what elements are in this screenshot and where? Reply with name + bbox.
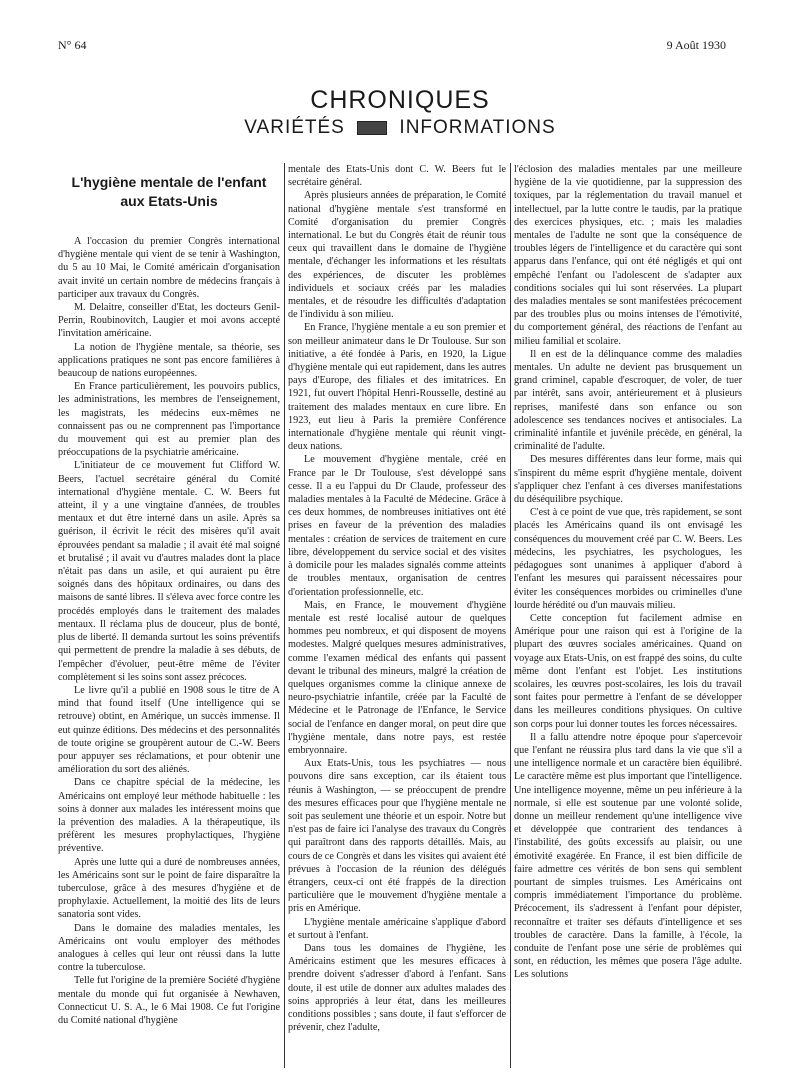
masthead-chroniques: CHRONIQUES: [310, 86, 490, 114]
article-title: L'hygiène mentale de l'enfant aux Etats-Unis: [71, 174, 267, 209]
paragraph: M. Delaitre, conseiller d'Etat, les docteurs Genil-Perrin, Roubinovitch, Laugier et moi avons accepté l'invitation américaine.: [58, 302, 280, 340]
col1-paragraphs: [58, 235, 280, 1027]
paragraph: En France particulièrement, les pouvoirs publics, les administrations, les membres de l'enseignement, les magistrats, les médecins eux-mêmes ne connaissent pas ou ne comprennent pas l'importance du mouvement qui est au premier plan des préoccupations de la psychiatrie américaine.: [58, 381, 280, 459]
paragraph: L'initiateur de ce mouvement fut Clifford W. Beers, l'actuel secrétaire général du Comité international d'hygiène mentale. C. W. Beers fut atteint, il y a une vingtaine d'années, de troubles mentaux et dut être interné dans un asile. Après sa guérison, il écrivit le récit des misères qu'il avait éprouvées pendant sa maladie ; il avait été mal soigné et brutalisé ; il avait vu d'autres malades dont la place n'était pas dans un asile, et qui auraient pu être soignés dans des hôpitaux ordinaires, ou dans des maisons de santé libres. Il s'éleva avec force contre les procédés employés dans le traitement des malades mentaux. Il réclama plus de douceur, plus de bonté, plus de liberté. Il demanda surtout les soins préventifs qui permettent de prendre la maladie à ses débuts, de l'empêcher d'évoluer, peut-être même de l'éviter complètement si les soins sont assez précoces.: [58, 460, 280, 683]
issue-number: N° 64: [58, 38, 87, 52]
issue-date: 9 Août 1930: [666, 38, 726, 52]
masthead-informations: INFORMATIONS: [399, 117, 556, 138]
paragraph: L'hygiène mentale américaine s'applique d'abord et surtout à l'enfant.: [288, 916, 506, 941]
masthead-varietes: VARIÉTÉS: [244, 117, 345, 138]
paragraph: C'est à ce point de vue que, très rapidement, se sont placés les Américains quand ils ont envisagé les conséquences du mouvement créé par C. W. Beers. Les médecins, les psychiatres, les psychologues, les pédagogues sont unanimes à appliquer d'abord à l'enfant les mesures qui paraissent nécessaires pour éviter les conséquences morbides ou criminelles d'une lourde hérédité ou d'un mauvais milieu.: [514, 507, 742, 611]
paragraph: Il en est de la délinquance comme des maladies mentales. Un adulte ne devient pas brusquement un grand criminel, capable d'escroquer, de voler, de tuer par intérêt, sans avoir, antérieurement et à plusieurs reprises, manifesté dans son enfance ou son adolescence ses tendances nocives et antisociales. La criminalité infantile et juvénile précède, en général, la criminalité de l'adulte.: [514, 348, 742, 453]
paragraph: Le livre qu'il a publié en 1908 sous le titre de A mind that found itself (Une intelligence qui se retrouve) obtint, en Amérique, un succès immense. Il eut quinze éditions. Des médecins et des personnalités de toute origine se groupèrent autour de C.-W. Beers pour appuyer ses réclamations, et pour obtenir une amélioration du sort des aliénés.: [58, 684, 280, 776]
paragraph: En France, l'hygiène mentale a eu son premier et son meilleur animateur dans le Dr Toulouse. Sur son initiative, a été fondée à Paris, en 1920, la Ligue d'hygiène mentale qui eut rapidement, dans les autres pays d'Europe, des filiales et des imitatrices. En 1921, fut ouvert l'hôpital Henri-Rousselle, destiné au traitement des malades mentaux en cure libre. En 1923, eut lieu à Paris la première Conférence internationale d'hygiène mentale qui réunit vingt-deux nations.: [288, 322, 506, 453]
article-column-2: [288, 163, 506, 1034]
paragraph: Dans ce chapitre spécial de la médecine, les Américains ont employé leur méthode habituelle : les soins à donner aux malades les intéressent moins que la prévention des maladies. A la thérapeutique, ils préfèrent les mesures prophylactiques, l'hygiène préventive.: [58, 777, 280, 855]
paragraph: A l'occasion du premier Congrès international d'hygiène mentale qui vient de se tenir à Washington, du 5 au 10 Mai, le Comité américain d'organisation avait invité un certain nombre de médecins français à participer aux travaux du Congrès.: [58, 236, 280, 300]
paragraph: Après plusieurs années de préparation, le Comité national d'hygiène mentale s'est transformé en Comité d'organisation du premier Congrès international. Le but du Congrès était de réunir tous ceux qui travaillent dans le domaine de l'hygiène mentale, d'échanger les informations et les résultats des expériences, de discuter les problèmes individuels et sociaux créés par les maladies mentales, et de résoudre les difficultés d'adaptation de l'individu à son milieu.: [288, 190, 506, 321]
paragraph: Telle fut l'origine de la première Société d'hygiène mentale du monde qui fut organisée à Newhaven, Connecticut U. S. A., le 6 Mai 1908. Ce fut l'origine du Comité national d'hygiène: [58, 975, 280, 1026]
paragraph: mentale des Etats-Unis dont C. W. Beers fut le secrétaire général.: [288, 164, 506, 189]
column-rule-2: [510, 163, 511, 1068]
article-column-3: [514, 163, 742, 982]
paragraph: Aux Etats-Unis, tous les psychiatres — nous pouvons dire sans exception, car ils étaient tous réunis à Washington, — se préoccupent de prendre des mesures efficaces pour que l'hygiène mentale ne soit pas seulement une théorie et un espoir. Notre but n'est pas de faire ici l'analyse des travaux du Congrès qui paraîtront dans des rapports détaillés. Mais, au cours de ce Congrès et dans les visites qui avaient été prévues à l'occasion de la réunion des délégués étrangers, ceux-ci ont été frappés de la direction particulière que le mouvement d'hygiène mentale a pris en Amérique.: [288, 758, 506, 915]
paragraph: Mais, en France, le mouvement d'hygiène mentale est resté localisé autour de quelques hommes peu nombreux, et qui disposent de moyens modestes. Malgré quelques mesures administratives, comme l'examen médical des enfants qui passent devant le tribunal des mineurs, malgré la création de quelques organismes comme la clinique annexe de neuro-psychiatrie infantile, créée par la Faculté de Médecine et le Patronage de l'Enfance, le Service social de l'enfance en danger moral, on peut dire que l'hygiène mentale, dans notre pays, est restée embryonnaire.: [288, 599, 506, 756]
column-rule-1: [284, 163, 285, 1068]
col3-paragraphs: [514, 163, 742, 982]
paragraph: l'éclosion des maladies mentales par une meilleure hygiène de la vie quotidienne, par la suppression des toxiques, par la réglementation du travail manuel et intellectuel, par la lutte contre le taudis, par la pratique des exercices physiques, etc. ; mais les maladies mentales de l'adulte ne sont que la conséquence de troubles légers de l'intelligence et du caractère qui sont apparus dans l'enfance, qui ont été négligés et qui ont empêché l'enfant ou l'adolescent de s'adapter aux conditions sociales qui lui sont réservées. La plupart des maladies mentales se sont manifestées précocement par des troubles plus ou moins intenses de l'émotivité, du comportement général, des réactions de l'enfant au milieu familial et scolaire.: [514, 164, 742, 347]
paragraph: La notion de l'hygiène mentale, sa théorie, ses applications pratiques ne sont pas encore familières à beaucoup de nations européennes.: [58, 341, 280, 380]
paragraph: Après une lutte qui a duré de nombreuses années, les Américains sont sur le point de faire disparaître la tuberculose, grâce à des mesures d'hygiène et de prophylaxie. Actuellement, la moitié des lits de leurs sanatoria sont vides.: [58, 856, 280, 921]
ornament-icon: [357, 121, 387, 135]
article-column-1: [58, 163, 280, 1027]
paragraph: Cette conception fut facilement admise en Amérique pour une raison qui est à l'origine de la plupart des œuvres sociales américaines. Quand on voyage aux Etats-Unis, on est frappé des soins, du culte même dont l'enfant est l'objet. Les institutions scolaires, les œuvres post-scolaires, les lois du travail sont faites pour permettre à l'enfant de se développer dans les meilleures conditions physiques. On cultive son corps pour lui donner toutes les forces nécessaires.: [514, 612, 742, 730]
paragraph: Il a fallu attendre notre époque pour s'apercevoir que l'enfant ne réussira plus tard dans la vie que s'il a une intelligence normale et un caractère bien équilibré. Le caractère même est plus important que l'intelligence. Une intelligence moyenne, même un peu inférieure à la normale, si elle est soutenue par une volonté solide, donne un meilleur rendement qu'une intelligence vive et développée que contrarient des tendances à l'instabilité, des goûts excessifs au plaisir, ou une émotivité exagérée. En France, il est bien difficile de faire admettre ces vérités de bon sens qui semblent pourtant de simples truismes. Les Américains ont compris immédiatement l'importance du problème. Précocement, ils s'adressent à l'enfant pour dépister, reconnaître et traiter ses défauts d'intelligence et ses troubles de caractère. Dans la famille, à l'école, la conduite de l'enfant pose une série de problèmes qui sont, en réduction, les mêmes que posera l'âge adulte. Les solutions: [514, 731, 742, 981]
paragraph: Dans tous les domaines de l'hygiène, les Américains estiment que les mesures efficaces à prendre doivent s'adresser d'abord à l'enfant. Sans doute, il est utile de donner aux adultes malades des soins appropriés à leur état, dans les meilleures conditions possibles ; sans doute, il faut s'efforcer de prévenir, chez l'adulte,: [288, 942, 506, 1034]
paragraph: Dans le domaine des maladies mentales, les Américains ont voulu employer des méthodes analogues à celles qui leur ont réussi dans la lutte contre la tuberculose.: [58, 922, 280, 974]
paragraph: Le mouvement d'hygiène mentale, créé en France par le Dr Toulouse, s'est développé sans cesse. Il a eu l'appui du Dr Claude, professeur des maladies mentales à la Faculté de Médecine. Grâce à ces deux hommes, de nombreuses initiatives ont été prises en faveur de la prévention des maladies mentales : création de services de traitement en cure libre, développement du service social et des visites à domicile pour les malades signalés comme atteints de troubles mentaux, organisation de centres d'orientation professionnelle, etc.: [288, 454, 506, 598]
masthead-line2: [0, 117, 800, 139]
masthead: [0, 86, 800, 139]
paragraph: Des mesures différentes dans leur forme, mais qui s'inspirent du même esprit d'hygiène mentale, doivent s'appliquer chez l'enfant à ces diverses manifestations du déséquilibre psychique.: [514, 454, 742, 506]
col2-paragraphs: [288, 163, 506, 1034]
